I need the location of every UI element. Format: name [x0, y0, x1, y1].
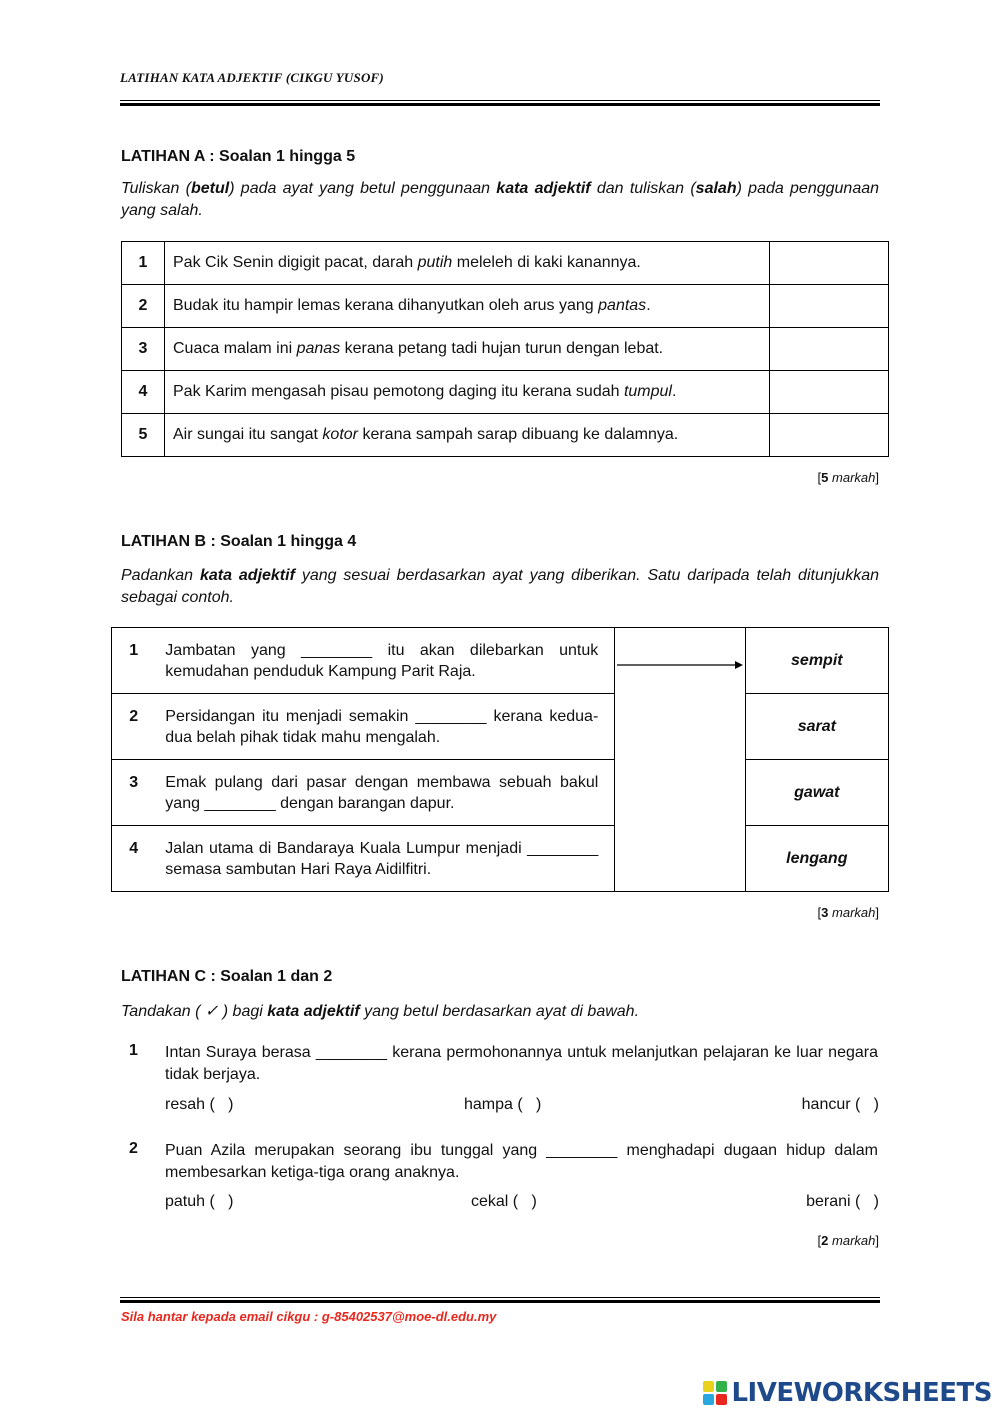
sentence: Pak Karim mengasah pisau pemotong daging itu kerana sudah tumpul.: [165, 371, 770, 414]
question-text: Puan Azila merupakan seorang ibu tunggal yang ________ menghadapi dugaan hidup dalam membesarkan ketiga-tiga orang anaknya.: [165, 1142, 878, 1181]
table-row: [122, 328, 889, 371]
row-number: 1: [122, 242, 165, 285]
matching-area[interactable]: [615, 628, 745, 892]
liveworksheets-icon: [703, 1381, 727, 1405]
table-row: [112, 760, 889, 826]
sentence: Pak Cik Senin digigit pacat, darah putih meleleh di kaki kanannya.: [165, 242, 770, 285]
answer-cell[interactable]: [770, 242, 889, 285]
adjective-option[interactable]: sarat: [745, 694, 888, 760]
table-row: [122, 414, 889, 457]
example-arrow: [617, 660, 743, 670]
liveworksheets-logo: [703, 1376, 992, 1410]
section-a-title: LATIHAN A : Soalan 1 hingga 5: [121, 148, 356, 165]
adjective-option[interactable]: lengang: [745, 826, 888, 892]
row-number: 1: [112, 628, 156, 694]
question-2: [121, 1140, 879, 1220]
section-c-instruction: Tandakan ( ✓ ) bagi kata adjektif yang betul berdasarkan ayat di bawah.: [121, 1003, 640, 1020]
sentence: Jalan utama di Bandaraya Kuala Lumpur menjadi ________ semasa sambutan Hari Raya Aidilfitri.: [155, 826, 614, 892]
section-b-table: [111, 627, 889, 892]
answer-cell[interactable]: [770, 371, 889, 414]
sentence: Jambatan yang ________ itu akan dilebarkan untuk kemudahan penduduk Kampung Parit Raja.: [155, 628, 614, 694]
header-rule: [120, 100, 880, 106]
row-number: 4: [122, 371, 165, 414]
row-number: 2: [112, 694, 156, 760]
adjective-option[interactable]: sempit: [745, 628, 888, 694]
row-number: 3: [122, 328, 165, 371]
document-header: LATIHAN KATA ADJEKTIF (CIKGU YUSOF): [120, 70, 384, 85]
section-c-title: LATIHAN C : Soalan 1 dan 2: [121, 968, 333, 985]
option-cekal[interactable]: cekal ( ): [471, 1193, 537, 1210]
sentence: Air sungai itu sangat kotor kerana sampah sarap dibuang ke dalamnya.: [165, 414, 770, 457]
sentence: Budak itu hampir lemas kerana dihanyutkan oleh arus yang pantas.: [165, 285, 770, 328]
table-row: [122, 371, 889, 414]
sentence: Emak pulang dari pasar dengan membawa sebuah bakul yang ________ dengan barangan dapur.: [155, 760, 614, 826]
liveworksheets-brand: LIVEWORKSHEETS: [731, 1378, 992, 1408]
question-number: 1: [129, 1042, 138, 1059]
section-b-instruction: Padankan kata adjektif yang sesuai berdasarkan ayat yang diberikan. Satu daripada telah ditunjukkan sebagai contoh.: [121, 567, 880, 606]
adjective-option[interactable]: gawat: [745, 760, 888, 826]
section-b-title: LATIHAN B : Soalan 1 hingga 4: [121, 533, 357, 550]
section-b-marks: [3 markah]: [817, 905, 879, 920]
table-row: [112, 826, 889, 892]
option-patuh[interactable]: patuh ( ): [165, 1193, 234, 1210]
section-c-marks: [2 markah]: [817, 1233, 879, 1248]
row-number: 2: [122, 285, 165, 328]
question-number: 2: [129, 1140, 138, 1157]
option-berani[interactable]: berani ( ): [806, 1193, 879, 1210]
option-hampa[interactable]: hampa ( ): [464, 1096, 542, 1113]
row-number: 4: [112, 826, 156, 892]
sentence: Persidangan itu menjadi semakin ________ kerana kedua-dua belah pihak tidak mahu mengalah.: [155, 694, 614, 760]
footer-rule: [120, 1297, 880, 1303]
sentence: Cuaca malam ini panas kerana petang tadi hujan turun dengan lebat.: [165, 328, 770, 371]
table-row: [112, 694, 889, 760]
question-1: [121, 1042, 879, 1122]
row-number: 3: [112, 760, 156, 826]
question-text: Intan Suraya berasa ________ kerana permohonannya untuk melanjutkan pelajaran ke luar negara tidak berjaya.: [165, 1044, 878, 1083]
footer-email: Sila hantar kepada email cikgu : g-85402537@moe-dl.edu.my: [121, 1309, 497, 1324]
section-a-instruction: Tuliskan (betul) pada ayat yang betul penggunaan kata adjektif dan tuliskan (salah) pada penggunaan yang salah.: [121, 180, 880, 219]
answer-cell[interactable]: [770, 414, 889, 457]
table-row: [122, 242, 889, 285]
answer-cell[interactable]: [770, 328, 889, 371]
table-row: [122, 285, 889, 328]
table-row: [112, 628, 889, 694]
option-hancur[interactable]: hancur ( ): [801, 1096, 879, 1113]
option-resah[interactable]: resah ( ): [165, 1096, 234, 1113]
answer-cell[interactable]: [770, 285, 889, 328]
row-number: 5: [122, 414, 165, 457]
section-a-marks: [5 markah]: [817, 470, 879, 485]
section-a-table: [121, 241, 889, 457]
